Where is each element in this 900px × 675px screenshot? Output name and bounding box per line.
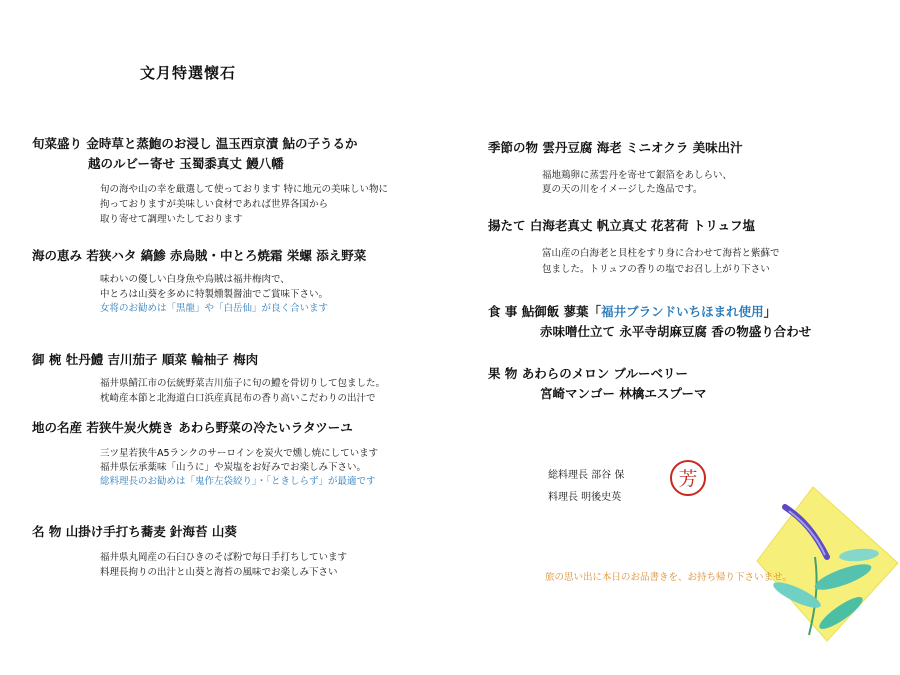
course-shunsai-line2: 越のルビー寄せ 玉蜀黍真丈 鰻八幡 xyxy=(88,156,284,171)
course-meibutsu: 名 物 山掛け手打ち蕎麦 針海苔 山葵 xyxy=(32,524,237,539)
course-jinomeisan-note-3: 総料理長のお勧めは「鬼作左袋絞り」・「ときしらず」が最適です xyxy=(100,476,376,487)
course-jinomeisan: 地の名産 若狭牛炭火焼き あわら野菜の冷たいラタツーユ xyxy=(32,420,353,435)
chef-name: 料理長 明後史英 xyxy=(548,492,622,503)
course-agetate-note-2: 包ました。トリュフの香りの塩でお召し上がり下さい xyxy=(542,264,770,275)
course-kisetsu-note-1: 福地鶏卵に蒸雲丹を寄せて銀箔をあしらい、 xyxy=(542,170,733,181)
course-shokuji-line2: 赤味噌仕立て 永平寺胡麻豆腐 香の物盛り合わせ xyxy=(540,324,812,339)
course-shunsai-note-1: 旬の海や山の幸を厳選して使っております 特に地元の美味しい物に xyxy=(100,184,389,195)
seal-stamp-char: 芳 xyxy=(678,468,698,490)
course-shokuji-brand: 福井ブランドいちほまれ使用 xyxy=(601,304,764,319)
course-agetate-note-1: 富山産の白海老と貝柱をすり身に合わせて海苔と紫蘇で xyxy=(542,248,780,259)
course-shokuji-main: 食 事 鮎御飯 蓼葉「 xyxy=(488,304,602,319)
course-shunsai: 旬菜盛り 金時草と蒸鮑のお浸し 温玉西京漬 鮎の子うるか xyxy=(32,136,358,151)
course-jinomeisan-note-1: 三ツ星若狭牛A5ランクのサーロインを炭火で燻し焼にしています xyxy=(100,448,379,459)
course-shokuji xyxy=(488,302,776,320)
course-kisetsu-note-2: 夏の天の川をイメージした逸品です。 xyxy=(542,184,703,195)
head-chef-name: 総料理長 部谷 保 xyxy=(548,470,625,481)
course-owan-note-2: 枕崎産本節と北海道白口浜産真昆布の香り高いこだわりの出汁で xyxy=(100,393,376,404)
farewell-message: 旅の思い出に本日のお品書きを、お持ち帰り下さいませ。 xyxy=(545,572,792,583)
course-uminomegumi: 海の恵み 若狭ハタ 縞鯵 赤烏賊・中とろ焼霜 栄螺 添え野菜 xyxy=(32,248,367,263)
course-uminomegumi-note-1: 味わいの優しい白身魚や烏賊は福井梅肉で、 xyxy=(100,274,290,285)
course-shunsai-note-2: 拘っておりますが美味しい食材であれば世界各国から xyxy=(100,199,329,210)
course-kudamono-line2: 宮崎マンゴー 林檎エスプーマ xyxy=(540,386,707,401)
course-meibutsu-note-1: 福井県丸岡産の石臼ひきのそば粉で毎日手打ちしています xyxy=(100,552,348,563)
course-uminomegumi-note-2: 中とろは山葵を多めに特製燻製醤油でご賞味下さい。 xyxy=(100,289,329,300)
leaf-decoration xyxy=(755,485,900,645)
menu-title: 文月特選懐石 xyxy=(140,64,237,82)
course-kudamono: 果 物 あわらのメロン ブルーベリー xyxy=(488,366,689,381)
course-agetate: 揚たて 白海老真丈 帆立真丈 花茗荷 トリュフ塩 xyxy=(488,218,756,233)
course-jinomeisan-note-2: 福井県伝承薬味「山うに」や炭塩をお好みでお楽しみ下さい。 xyxy=(100,462,367,473)
seal-stamp xyxy=(668,458,708,498)
course-meibutsu-note-2: 料理長拘りの出汁と山葵と海苔の風味でお楽しみ下さい xyxy=(100,567,338,578)
course-owan: 御 椀 牡丹鱧 吉川茄子 順菜 輪柚子 梅肉 xyxy=(32,352,259,367)
seal-stamp-graphic xyxy=(668,458,708,498)
course-shunsai-note-3: 取り寄せて調理いたしております xyxy=(100,214,243,225)
course-uminomegumi-note-3: 女将のお勧めは「黒龍」や「白岳仙」が良く合います xyxy=(100,303,329,314)
course-shokuji-close: 」 xyxy=(763,304,777,319)
course-owan-note-1: 福井県鯖江市の伝統野菜吉川茄子に旬の鱧を骨切りして包ました。 xyxy=(100,378,386,389)
course-kisetsu: 季節の物 雲丹豆腐 海老 ミニオクラ 美味出汁 xyxy=(488,140,743,155)
